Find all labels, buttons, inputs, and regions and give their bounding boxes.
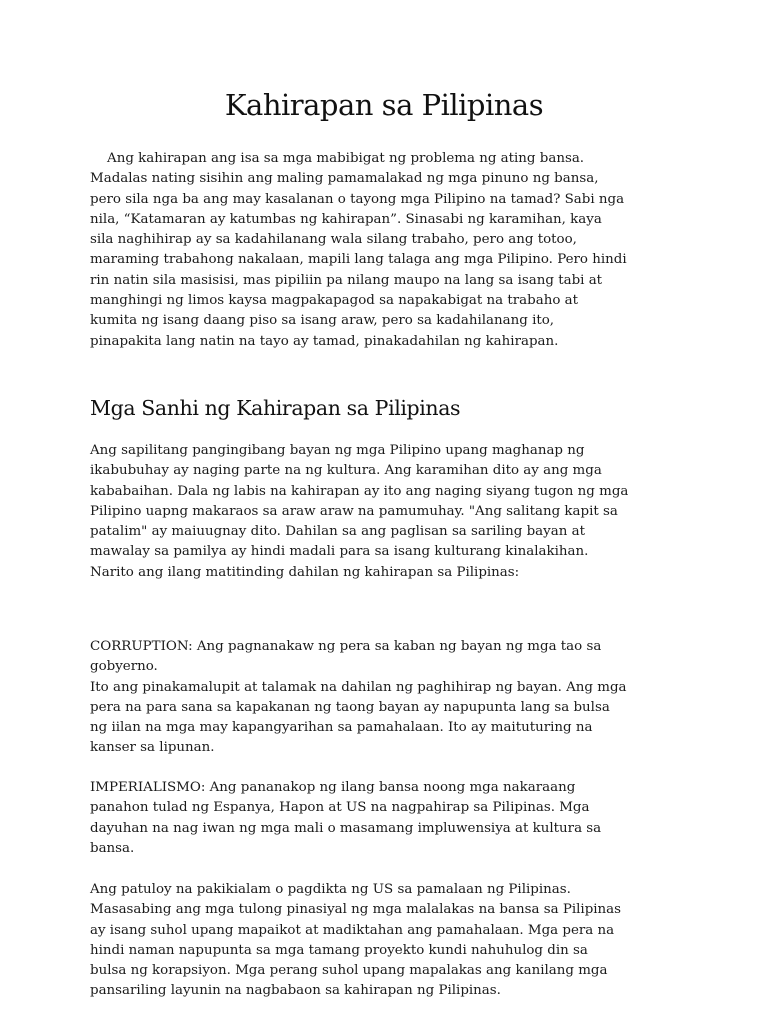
text-line: Ang patuloy na pakikialam o pagdikta ng US sa pamalaan ng Pilipinas. <box>90 882 571 897</box>
text-line: Masasabing ang mga tulong pinasiyal ng mga malalakas na bansa sa Pilipinas <box>90 902 622 918</box>
text-line: ng iilan na mga may kapangyarihan sa pamahalaan. Ito ay maituturing na <box>90 720 593 736</box>
text-line: ikabubuhay ay naging parte na ng kultura. Ang karamihan dito ay ang mga <box>90 463 602 479</box>
intro-paragraph <box>90 149 690 352</box>
document-title: Kahirapan sa Pilipinas <box>224 88 544 122</box>
text-line: Madalas nating sisihin ang maling pamamalakad ng mga pinuno ng bansa, <box>90 171 599 187</box>
us-interference-paragraph <box>90 880 690 1002</box>
text-line: nila, “Katamaran ay katumbas ng kahirapan”. Sinasabi ng karamihan, kaya <box>90 211 602 227</box>
text-line: mawalay sa pamilya ay hindi madali para sa isang kulturang kinalakihan. <box>90 544 589 560</box>
section-heading: Mga Sanhi ng Kahirapan sa Pilipinas <box>90 396 461 420</box>
text-line: Ang sapilitang pangingibang bayan ng mga Pilipino upang maghanap ng <box>90 443 585 458</box>
text-line: kababaihan. Dala ng labis na kahirapan ay ito ang naging siyang tugon ng mga <box>90 483 629 499</box>
text-line: maraming trabahong nakalaan, mapili lang talaga ang mga Pilipino. Pero hindi <box>90 252 627 268</box>
text-line: dayuhan na nag iwan ng mga mali o masamang impluwensiya at kultura sa <box>90 820 602 836</box>
text-line: Narito ang ilang matitinding dahilan ng kahirapan sa Pilipinas: <box>90 564 520 580</box>
section-intro-paragraph <box>90 441 690 583</box>
text-line: Ito ang pinakamalupit at talamak na dahilan ng paghihirap ng bayan. Ang mga <box>90 679 627 695</box>
text-line: kanser sa lipunan. <box>90 740 215 756</box>
text-line: panahon tulad ng Espanya, Hapon at US na nagpahirap sa Pilipinas. Mga <box>90 800 590 816</box>
text-line: ay isang suhol upang mapaikot at madiktahan ang pamahalaan. Mga pera na <box>90 922 615 938</box>
text-line: manghingi ng limos kaysa magpakapagod sa napakabigat na trabaho at <box>90 293 579 309</box>
text-line: rin natin sila masisisi, mas pipiliin pa nilang maupo na lang sa isang tabi at <box>90 272 603 288</box>
corruption-paragraph <box>90 637 690 759</box>
text-line: hindi naman napupunta sa mga tamang proyekto kundi nahuhulog din sa <box>90 942 588 958</box>
text-line: sila naghihirap ay sa kadahilanang wala silang trabaho, pero ang totoo, <box>90 232 577 248</box>
text-line: pansariling layunin na nagbabaon sa kahirapan ng Pilipinas. <box>90 983 501 999</box>
text-line: pinapakita lang natin na tayo ay tamad, pinakadahilan ng kahirapan. <box>90 333 559 349</box>
text-line: gobyerno. <box>90 659 158 675</box>
text-line: pera na para sana sa kapakanan ng taong bayan ay napupunta lang sa bulsa <box>90 699 610 715</box>
text-line: Pilipino uapng makaraos sa araw araw na pamumuhay. "Ang salitang kapit sa <box>90 503 618 519</box>
imperialismo-paragraph <box>90 778 690 859</box>
text-line: bansa. <box>90 840 135 856</box>
text-line: patalim" ay maiuugnay dito. Dahilan sa ang paglisan sa sariling bayan at <box>90 524 585 540</box>
text-line: pero sila nga ba ang may kasalanan o tayong mga Pilipino na tamad? Sabi nga <box>90 191 625 207</box>
text-line: Ang kahirapan ang isa sa mga mabibigat ng problema ng ating bansa. <box>90 151 585 166</box>
text-line: kumita ng isang daang piso sa isang araw, pero sa kadahilanang ito, <box>90 313 555 329</box>
text-line: CORRUPTION: Ang pagnanakaw ng pera sa kaban ng bayan ng mga tao sa <box>90 639 602 654</box>
text-line: IMPERIALISMO: Ang pananakop ng ilang bansa noong mga nakaraang <box>90 780 576 795</box>
text-line: bulsa ng korapsiyon. Mga perang suhol upang mapalakas ang kanilang mga <box>90 963 608 979</box>
